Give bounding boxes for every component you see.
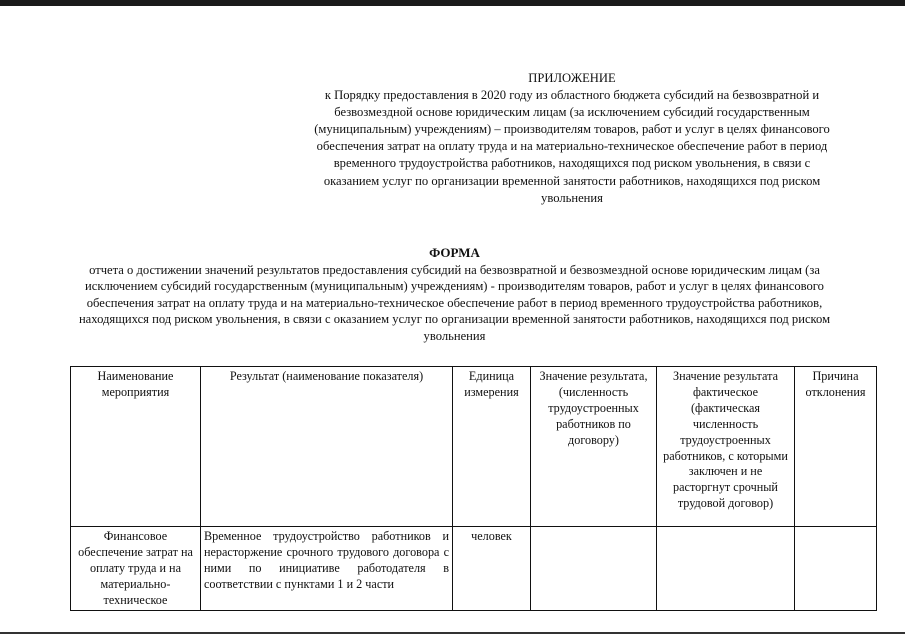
bottom-border-rule [0,632,905,634]
header-cell-event: Наименование мероприятия [71,367,201,527]
header-cell-unit: Единица измерения [453,367,531,527]
row-cell-event: Финансовое обеспечение затрат на оплату труда и на материально-техническое [71,527,201,611]
row-cell-deviation-reason [795,527,877,611]
row-cell-result: Временное трудоустройство работников и нерасторжение срочного трудового договора с ними по инициативе работодателя в соответствии с пунктами 1 и 2 части [201,527,453,611]
appendix-text: к Порядку предоставления в 2020 году из областного бюджета субсидий на безвозвратной и безвозмездной основе юридическим лицам (за исключением субсидий государственным (муниципальным) учреждениям) – производителям товаров, работ и услуг в целях финансового обеспечения затрат на оплату труда и на материально-техническое обеспечение работ в период временного трудоустройства работников, находящихся под риском увольнения, в связи с оказанием услуг по организации временной занятости работников, находящихся под риском увольнения [314,88,830,205]
table-row [71,527,877,611]
row-cell-planned-value [531,527,657,611]
header-cell-result: Результат (наименование показателя) [201,367,453,527]
form-heading-block [66,245,843,345]
top-border-rule [0,0,905,6]
table-header-row [71,367,877,527]
appendix-title: ПРИЛОЖЕНИЕ [528,71,616,85]
header-cell-planned-value: Значение результата, (численность трудоустроенных работников по договору) [531,367,657,527]
row-cell-unit: человек [453,527,531,611]
header-cell-actual-value: Значение результата фактическое (фактическая численность трудоустроенных работников, с которыми заключен и не расторгнут срочный трудовой договор) [657,367,795,527]
appendix-block [312,70,832,207]
header-cell-deviation-reason: Причина отклонения [795,367,877,527]
row-cell-actual-value [657,527,795,611]
form-title: ФОРМА [429,245,480,260]
form-description: отчета о достижении значений результатов предоставления субсидий на безвозвратной и безвозмездной основе юридическим лицам (за исключением субсидий государственным (муниципальным) учреждениям) - производителям товаров, работ и услуг в целях финансового обеспечения затрат на оплату труда и на материально-техническое обеспечение работ в период временного трудоустройства работников, находящихся под риском увольнения, в связи с оказанием услуг по организации временной занятости работников, находящихся под риском увольнения [78,262,831,343]
report-table [70,366,877,611]
